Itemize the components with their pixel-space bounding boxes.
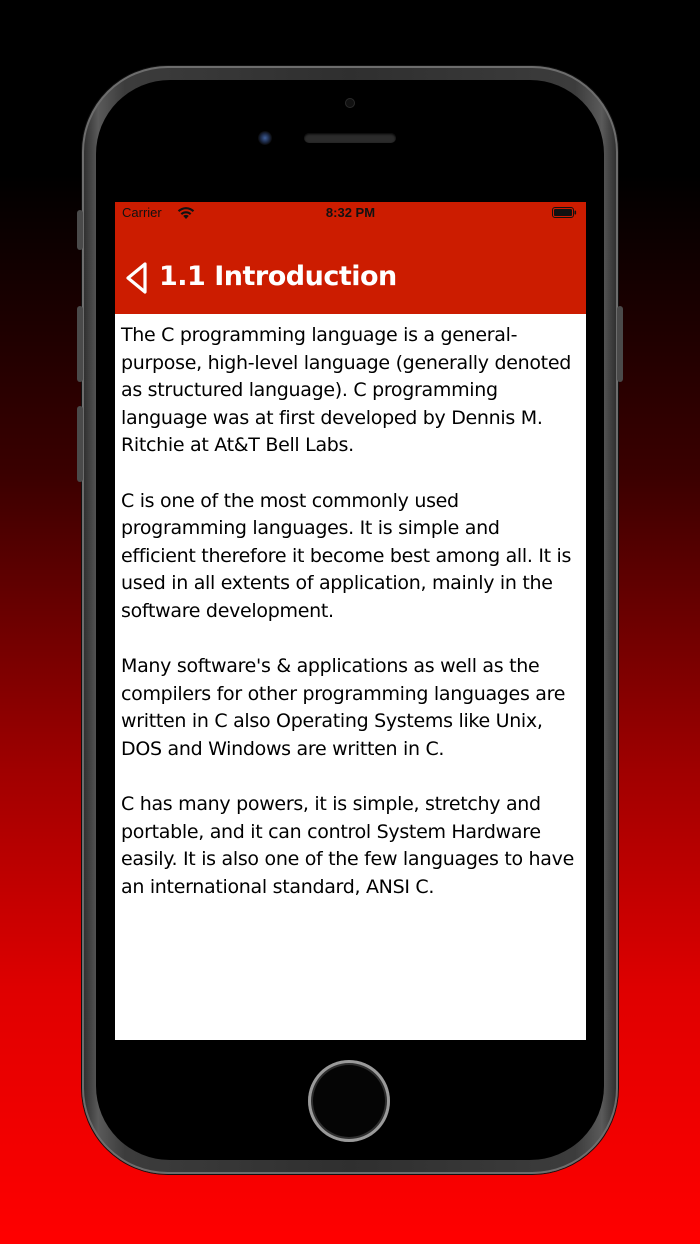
paragraph-3: Many software's & applications as well as the compilers for other programming languages are written in C also Operating Systems like Unix, DOS and Windows are written in C. — [121, 655, 566, 760]
status-bar — [115, 202, 586, 224]
paragraph-4: C has many powers, it is simple, stretchy and portable, and it can control System Hardware easily. It is also one of the few languages to have an international standard, ANSI C. — [121, 793, 574, 898]
navigation-bar — [115, 224, 586, 314]
back-triangle-icon[interactable] — [123, 260, 151, 296]
earpiece-speaker — [304, 133, 396, 143]
app-screen — [115, 202, 586, 1040]
power-button — [617, 306, 623, 382]
paragraph-1: The C programming language is a general-purpose, high-level language (generally denoted as structured language). C programming language was at first developed by Dennis M. Ritchie at At&T Bell Labs. — [121, 324, 571, 457]
status-time: 8:32 PM — [325, 205, 376, 220]
battery-icon — [552, 207, 577, 218]
front-camera-icon — [258, 131, 272, 145]
home-button[interactable] — [308, 1060, 390, 1142]
volume-down-button — [77, 406, 83, 482]
paragraph-2: C is one of the most commonly used programming languages. It is simple and efficient therefore it become best among all. It is used in all extents of application, mainly in the software development. — [121, 489, 572, 622]
page-title: 1.1 Introduction — [159, 261, 397, 292]
carrier-label: Carrier — [122, 205, 162, 220]
volume-up-button — [77, 306, 83, 382]
mute-switch — [77, 210, 83, 250]
lesson-content — [121, 322, 579, 929]
proximity-sensor — [345, 98, 355, 108]
